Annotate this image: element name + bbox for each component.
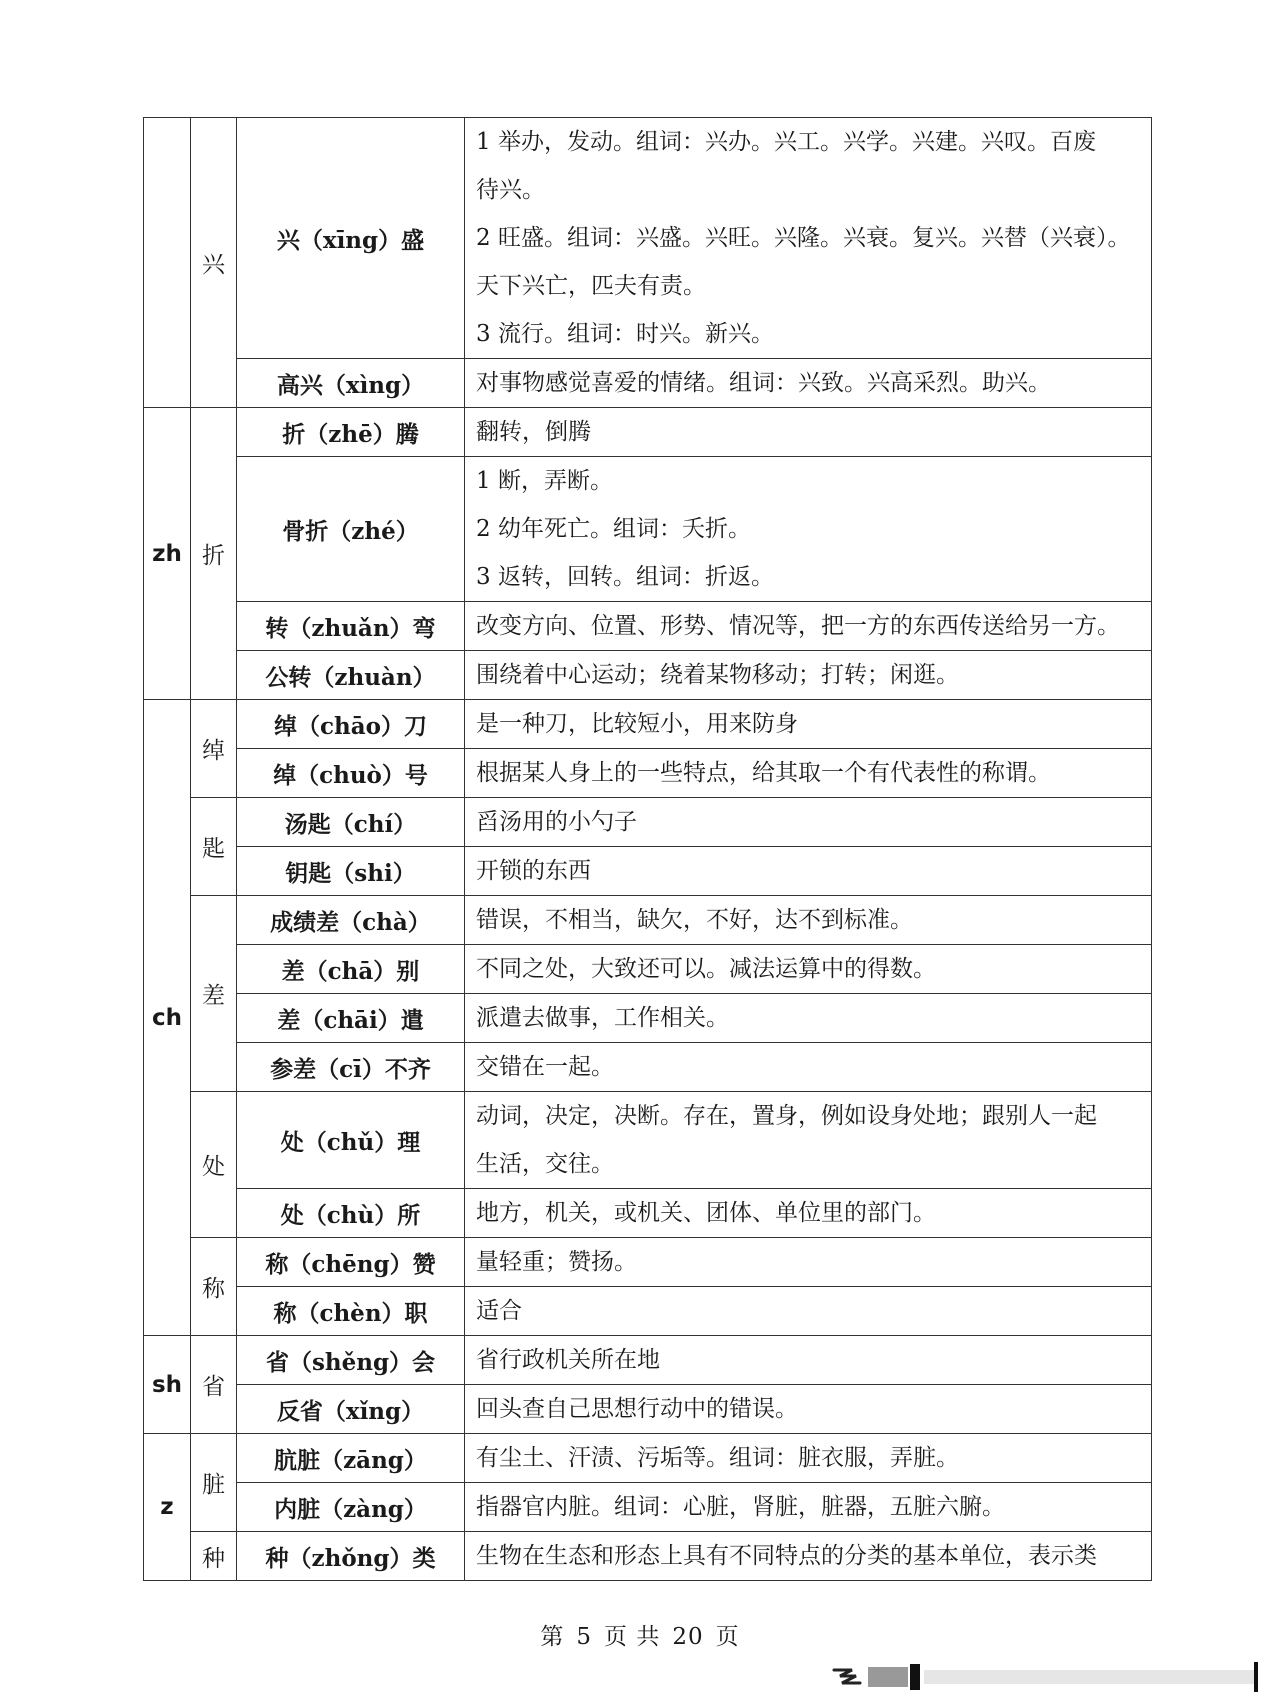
footer-suffix: 页 — [715, 1624, 740, 1650]
meaning-cell — [465, 1385, 1152, 1434]
meaning-line: 根据某人身上的一些特点，给其取一个有代表性的称谓。 — [476, 760, 1051, 786]
character-cell: 差 — [191, 896, 237, 1092]
meaning-cell — [465, 408, 1152, 457]
word-pinyin-cell: 绰（chāo）刀 — [237, 700, 465, 749]
meaning-line: 错误，不相当，缺欠，不好，达不到标准。 — [476, 907, 913, 933]
word-pinyin-cell: 差（chā）别 — [237, 945, 465, 994]
table-row — [144, 408, 1152, 457]
meaning-line: 适合 — [476, 1298, 522, 1324]
meaning-cell — [465, 1532, 1152, 1581]
table-row — [144, 945, 1152, 994]
meaning-line: 生物在生态和形态上具有不同特点的分类的基本单位，表示类 — [476, 1543, 1097, 1569]
meaning-line: 改变方向、位置、形势、情况等，把一方的东西传送给另一方。 — [476, 613, 1120, 639]
initial-cell — [144, 118, 191, 408]
word-pinyin-cell: 绰（chuò）号 — [237, 749, 465, 798]
meaning-cell — [465, 1483, 1152, 1532]
initial-cell: sh — [144, 1336, 191, 1434]
table-row — [144, 651, 1152, 700]
meaning-cell — [465, 847, 1152, 896]
initial-cell: zh — [144, 408, 191, 700]
word-pinyin-cell: 内脏（zàng） — [237, 1483, 465, 1532]
word-pinyin-cell: 折（zhē）腾 — [237, 408, 465, 457]
meaning-cell — [465, 1434, 1152, 1483]
meaning-line: 围绕着中心运动；绕着某物移动；打转；闲逛。 — [476, 662, 959, 688]
meaning-cell — [465, 798, 1152, 847]
table-row — [144, 1434, 1152, 1483]
meaning-cell — [465, 1092, 1152, 1189]
table-row — [144, 1238, 1152, 1287]
meaning-cell — [465, 118, 1152, 359]
table-row — [144, 1043, 1152, 1092]
word-pinyin-cell: 钥匙（shi） — [237, 847, 465, 896]
word-pinyin-cell: 公转（zhuàn） — [237, 651, 465, 700]
word-pinyin-cell: 省（shěng）会 — [237, 1336, 465, 1385]
table-row — [144, 359, 1152, 408]
meaning-line: 是一种刀，比较短小，用来防身 — [476, 711, 798, 737]
watermark-graphic — [830, 1660, 1262, 1694]
table-row — [144, 118, 1152, 359]
table-row — [144, 749, 1152, 798]
character-cell: 种 — [191, 1532, 237, 1581]
word-pinyin-cell: 处（chù）所 — [237, 1189, 465, 1238]
meaning-cell — [465, 896, 1152, 945]
word-pinyin-cell: 转（zhuǎn）弯 — [237, 602, 465, 651]
table-row — [144, 1189, 1152, 1238]
character-cell: 兴 — [191, 118, 237, 408]
word-pinyin-cell: 反省（xǐng） — [237, 1385, 465, 1434]
meaning-cell — [465, 1336, 1152, 1385]
meaning-cell — [465, 359, 1152, 408]
table-row — [144, 847, 1152, 896]
meaning-cell — [465, 994, 1152, 1043]
meaning-line: 地方，机关，或机关、团体、单位里的部门。 — [476, 1200, 936, 1226]
polyphone-table — [143, 117, 1152, 1581]
meaning-line: 生活，交往。 — [476, 1151, 614, 1177]
table-row — [144, 1385, 1152, 1434]
table-row — [144, 1483, 1152, 1532]
meaning-line: 回头查自己思想行动中的错误。 — [476, 1396, 798, 1422]
meaning-cell — [465, 700, 1152, 749]
word-pinyin-cell: 差（chāi）遣 — [237, 994, 465, 1043]
meaning-cell — [465, 749, 1152, 798]
meaning-line: 不同之处，大致还可以。减法运算中的得数。 — [476, 956, 936, 982]
meaning-line: 2 旺盛。组词：兴盛。兴旺。兴隆。兴衰。复兴。兴替（兴衰）。 — [476, 225, 1131, 251]
initial-cell: ch — [144, 700, 191, 1336]
meaning-line: 舀汤用的小勺子 — [476, 809, 637, 835]
meaning-line: 交错在一起。 — [476, 1054, 614, 1080]
word-pinyin-cell: 称（chèn）职 — [237, 1287, 465, 1336]
initial-cell: z — [144, 1434, 191, 1581]
table-row — [144, 798, 1152, 847]
meaning-line: 对事物感觉喜爱的情绪。组词：兴致。兴高采烈。助兴。 — [476, 370, 1051, 396]
table-row — [144, 1336, 1152, 1385]
word-pinyin-cell: 种（zhǒng）类 — [237, 1532, 465, 1581]
character-cell: 脏 — [191, 1434, 237, 1532]
meaning-cell — [465, 1189, 1152, 1238]
meaning-line: 待兴。 — [476, 177, 545, 203]
meaning-line: 省行政机关所在地 — [476, 1347, 660, 1373]
word-pinyin-cell: 处（chǔ）理 — [237, 1092, 465, 1189]
footer-middle: 页 共 — [604, 1624, 661, 1650]
table-row — [144, 700, 1152, 749]
table-row — [144, 1532, 1152, 1581]
meaning-cell — [465, 457, 1152, 602]
table-row — [144, 457, 1152, 602]
word-pinyin-cell: 参差（cī）不齐 — [237, 1043, 465, 1092]
word-pinyin-cell: 高兴（xìng） — [237, 359, 465, 408]
meaning-line: 有尘土、汗渍、污垢等。组词：脏衣服，弄脏。 — [476, 1445, 959, 1471]
meaning-line: 2 幼年死亡。组词：夭折。 — [476, 516, 751, 542]
meaning-cell — [465, 945, 1152, 994]
meaning-line: 1 举办，发动。组词：兴办。兴工。兴学。兴建。兴叹。百废 — [476, 129, 1096, 155]
footer-page-number: 5 — [576, 1624, 593, 1650]
word-pinyin-cell: 汤匙（chí） — [237, 798, 465, 847]
meaning-line: 天下兴亡，匹夫有责。 — [476, 273, 706, 299]
word-pinyin-cell: 称（chēng）赞 — [237, 1238, 465, 1287]
footer-total-pages: 20 — [672, 1624, 704, 1650]
meaning-line: 派遣去做事，工作相关。 — [476, 1005, 729, 1031]
word-pinyin-cell: 成绩差（chà） — [237, 896, 465, 945]
word-pinyin-cell: 骨折（zhé） — [237, 457, 465, 602]
word-pinyin-cell: 肮脏（zāng） — [237, 1434, 465, 1483]
character-cell: 匙 — [191, 798, 237, 896]
meaning-cell — [465, 1043, 1152, 1092]
meaning-line: 3 返转，回转。组词：折返。 — [476, 564, 774, 590]
page-footer — [0, 1618, 1280, 1651]
meaning-cell — [465, 1238, 1152, 1287]
meaning-cell — [465, 1287, 1152, 1336]
word-pinyin-cell: 兴（xīng）盛 — [237, 118, 465, 359]
table-row — [144, 896, 1152, 945]
meaning-line: 翻转，倒腾 — [476, 419, 591, 445]
table-row — [144, 1092, 1152, 1189]
table-row — [144, 994, 1152, 1043]
character-cell: 处 — [191, 1092, 237, 1238]
meaning-line: 量轻重；赞扬。 — [476, 1249, 637, 1275]
meaning-cell — [465, 602, 1152, 651]
meaning-line: 1 断，弄断。 — [476, 468, 613, 494]
footer-prefix: 第 — [540, 1624, 565, 1650]
meaning-line: 3 流行。组词：时兴。新兴。 — [476, 321, 774, 347]
character-cell: 称 — [191, 1238, 237, 1336]
meaning-line: 开锁的东西 — [476, 858, 591, 884]
polyphone-table-body — [144, 118, 1152, 1581]
meaning-line: 指器官内脏。组词：心脏，肾脏，脏器，五脏六腑。 — [476, 1494, 1005, 1520]
meaning-cell — [465, 651, 1152, 700]
table-row — [144, 1287, 1152, 1336]
table-row — [144, 602, 1152, 651]
meaning-line: 动词，决定，决断。存在，置身，例如设身处地；跟别人一起 — [476, 1103, 1097, 1129]
character-cell: 绰 — [191, 700, 237, 798]
character-cell: 折 — [191, 408, 237, 700]
character-cell: 省 — [191, 1336, 237, 1434]
